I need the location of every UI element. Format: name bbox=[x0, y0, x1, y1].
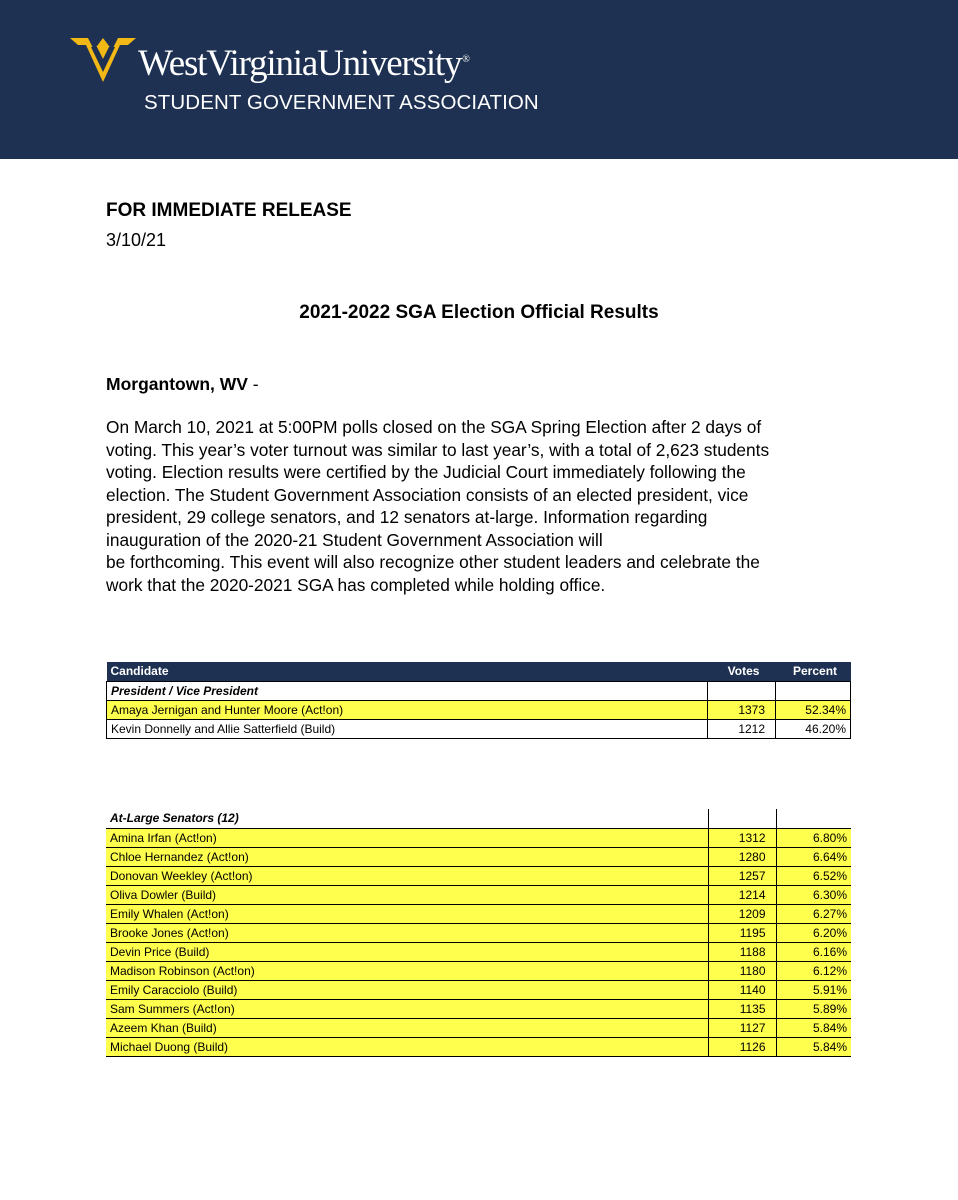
votes-cell: 1312 bbox=[708, 828, 776, 847]
table-row bbox=[106, 904, 851, 923]
votes-cell: 1257 bbox=[708, 866, 776, 885]
percent-cell: 5.84% bbox=[776, 1037, 851, 1056]
release-date: 3/10/21 bbox=[106, 230, 167, 250]
candidate-cell: Amaya Jernigan and Hunter Moore (Act!on) bbox=[107, 700, 708, 719]
candidate-cell: Michael Duong (Build) bbox=[106, 1037, 708, 1056]
table-header-row bbox=[107, 662, 851, 681]
release-label: FOR IMMEDIATE RELEASE bbox=[106, 200, 352, 221]
body-line: On March 10, 2021 at 5:00PM polls closed on the SGA Spring Election after 2 days of bbox=[106, 417, 762, 437]
dateline-dash: - bbox=[247, 374, 259, 394]
body-paragraph bbox=[106, 416, 866, 596]
president-results-table bbox=[106, 662, 851, 739]
empty-cell bbox=[708, 809, 776, 828]
empty-cell bbox=[776, 681, 851, 700]
votes-cell: 1180 bbox=[708, 961, 776, 980]
percent-cell: 6.12% bbox=[776, 961, 851, 980]
dateline bbox=[106, 374, 259, 395]
senators-results-table bbox=[106, 809, 851, 1057]
body-line: president, 29 college senators, and 12 senators at-large. Information regarding bbox=[106, 507, 708, 527]
percent-cell: 46.20% bbox=[776, 719, 851, 738]
section-row bbox=[106, 809, 851, 828]
candidate-cell: Oliva Dowler (Build) bbox=[106, 885, 708, 904]
body-line: work that the 2020-2021 SGA has completed while holding office. bbox=[106, 574, 606, 595]
document-title: 2021-2022 SGA Election Official Results bbox=[299, 302, 659, 323]
candidate-cell: Brooke Jones (Act!on) bbox=[106, 923, 708, 942]
candidate-cell: Chloe Hernandez (Act!on) bbox=[106, 847, 708, 866]
table-row bbox=[106, 885, 851, 904]
table-row bbox=[106, 828, 851, 847]
candidate-cell: Amina Irfan (Act!on) bbox=[106, 828, 708, 847]
percent-cell: 6.27% bbox=[776, 904, 851, 923]
votes-cell: 1209 bbox=[708, 904, 776, 923]
votes-cell: 1126 bbox=[708, 1037, 776, 1056]
percent-cell: 5.84% bbox=[776, 1018, 851, 1037]
university-wordmark: WestVirginiaUniversity® bbox=[138, 43, 469, 84]
sga-name: STUDENT GOVERNMENT ASSOCIATION bbox=[144, 91, 539, 114]
votes-cell: 1373 bbox=[708, 700, 776, 719]
candidate-cell: Kevin Donnelly and Allie Satterfield (Build) bbox=[107, 719, 708, 738]
candidate-cell: Azeem Khan (Build) bbox=[106, 1018, 708, 1037]
body-line: election. The Student Government Association consists of an elected president, vice bbox=[106, 484, 749, 505]
header-banner bbox=[0, 0, 958, 159]
header-votes: Votes bbox=[708, 662, 776, 681]
dateline-location: Morgantown, WV bbox=[106, 374, 248, 394]
body-line: be forthcoming. This event will also recognize other student leaders and celebrate the bbox=[106, 552, 760, 572]
section-row bbox=[107, 681, 851, 700]
candidate-cell: Sam Summers (Act!on) bbox=[106, 999, 708, 1018]
table-row bbox=[107, 700, 851, 719]
percent-cell: 5.89% bbox=[776, 999, 851, 1018]
table-row bbox=[106, 980, 851, 999]
header-candidate: Candidate bbox=[107, 662, 708, 681]
percent-cell: 6.20% bbox=[776, 923, 851, 942]
votes-cell: 1188 bbox=[708, 942, 776, 961]
section-label: President / Vice President bbox=[107, 681, 708, 700]
votes-cell: 1212 bbox=[708, 719, 776, 738]
empty-cell bbox=[776, 809, 851, 828]
candidate-cell: Madison Robinson (Act!on) bbox=[106, 961, 708, 980]
percent-cell: 6.30% bbox=[776, 885, 851, 904]
table-row bbox=[106, 1037, 851, 1056]
table-row bbox=[106, 866, 851, 885]
votes-cell: 1195 bbox=[708, 923, 776, 942]
votes-cell: 1135 bbox=[708, 999, 776, 1018]
header-percent: Percent bbox=[776, 662, 851, 681]
percent-cell: 6.16% bbox=[776, 942, 851, 961]
table-row bbox=[107, 719, 851, 738]
percent-cell: 6.64% bbox=[776, 847, 851, 866]
body-line: voting. Election results were certified by the Judicial Court immediately following the bbox=[106, 462, 746, 482]
candidate-cell: Devin Price (Build) bbox=[106, 942, 708, 961]
candidate-cell: Emily Whalen (Act!on) bbox=[106, 904, 708, 923]
percent-cell: 6.52% bbox=[776, 866, 851, 885]
section-label: At-Large Senators (12) bbox=[106, 809, 708, 828]
table-row bbox=[106, 942, 851, 961]
percent-cell: 52.34% bbox=[776, 700, 851, 719]
votes-cell: 1140 bbox=[708, 980, 776, 999]
candidate-cell: Donovan Weekley (Act!on) bbox=[106, 866, 708, 885]
table-row bbox=[106, 999, 851, 1018]
wvu-flying-wv-logo bbox=[70, 38, 136, 82]
table-row bbox=[106, 961, 851, 980]
empty-cell bbox=[708, 681, 776, 700]
votes-cell: 1127 bbox=[708, 1018, 776, 1037]
table-row bbox=[106, 847, 851, 866]
candidate-cell: Emily Caracciolo (Build) bbox=[106, 980, 708, 999]
votes-cell: 1214 bbox=[708, 885, 776, 904]
percent-cell: 6.80% bbox=[776, 828, 851, 847]
table-row bbox=[106, 1018, 851, 1037]
table-row bbox=[106, 923, 851, 942]
percent-cell: 5.91% bbox=[776, 980, 851, 999]
body-line: voting. This year’s voter turnout was similar to last year’s, with a total of 2,623 students bbox=[106, 439, 770, 460]
votes-cell: 1280 bbox=[708, 847, 776, 866]
body-line: inauguration of the 2020-21 Student Government Association will bbox=[106, 529, 603, 550]
